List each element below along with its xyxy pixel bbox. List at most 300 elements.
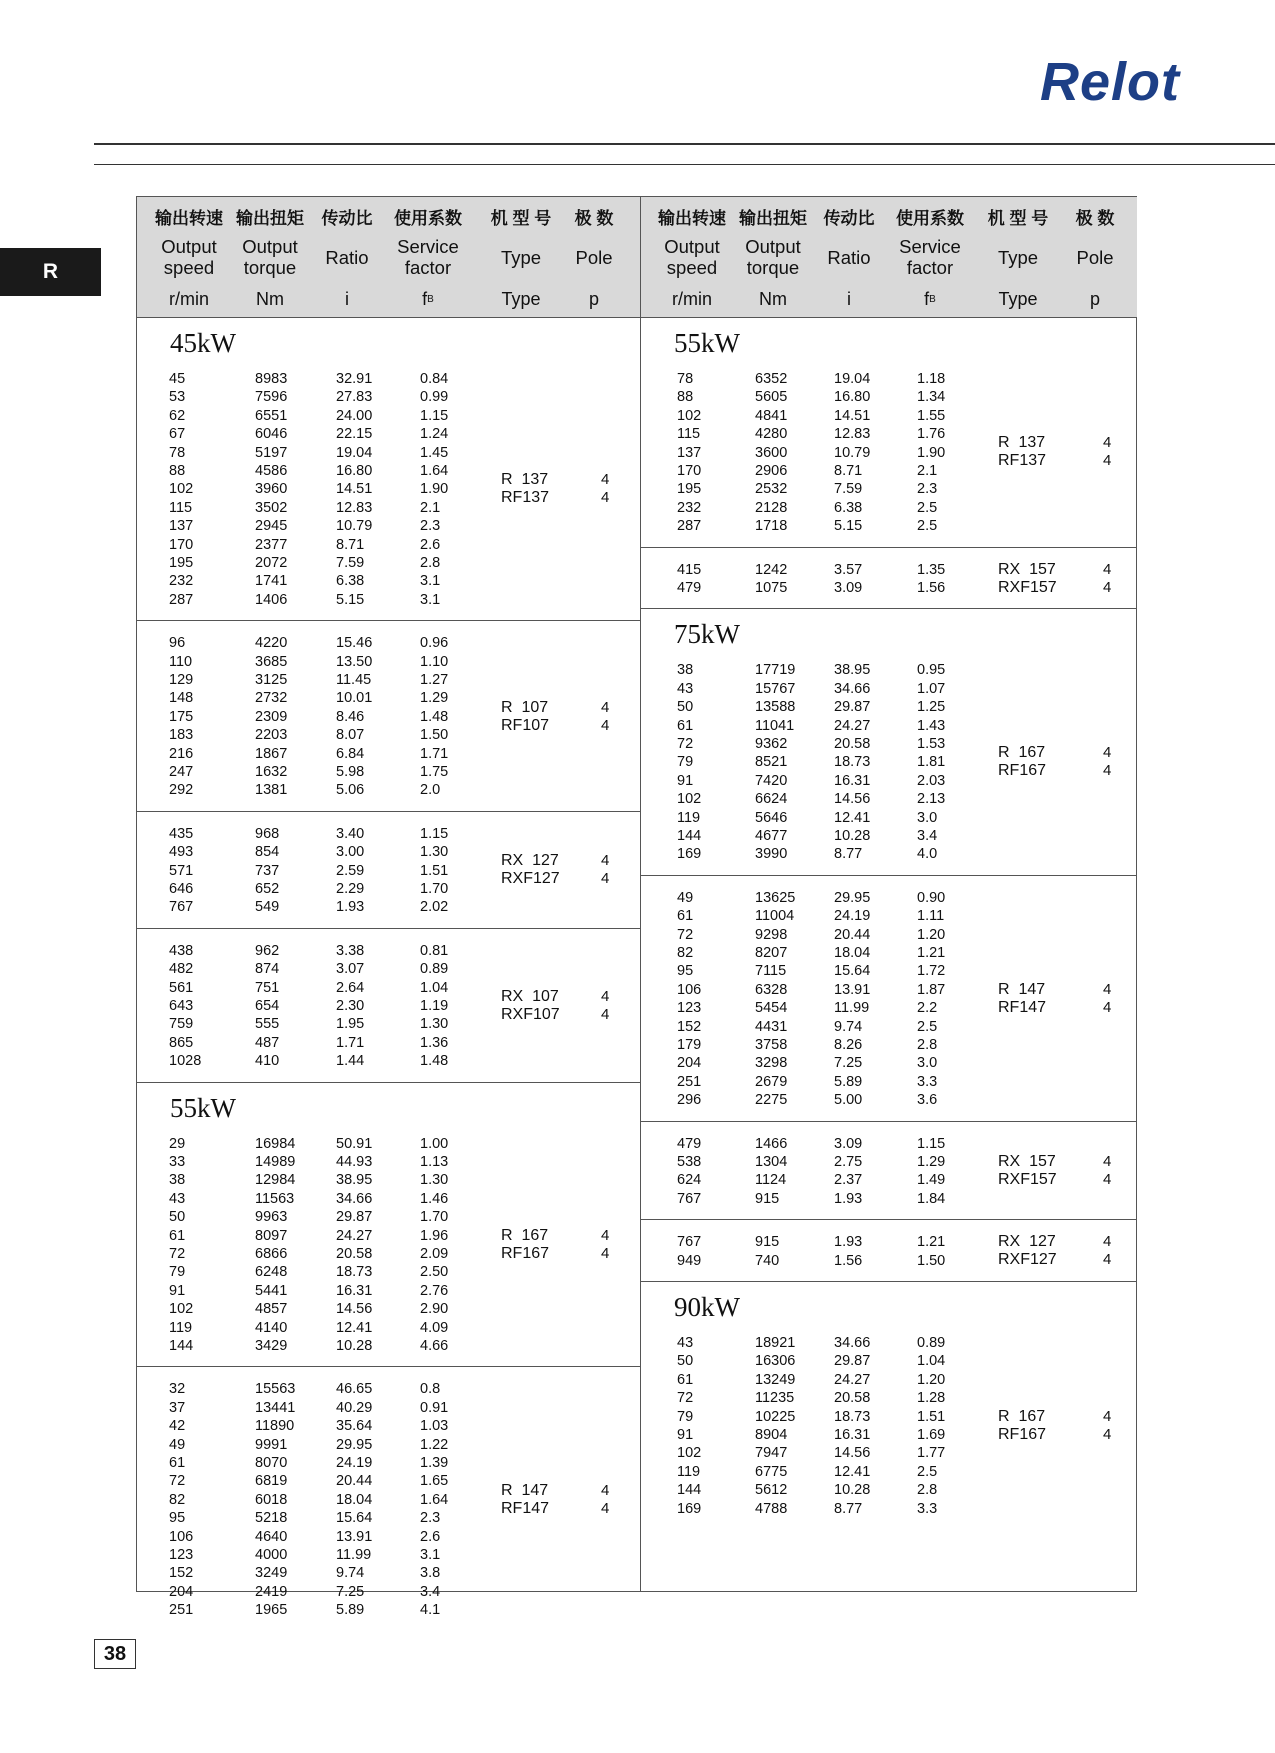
- factor-cell: 1.53: [917, 735, 946, 752]
- ratio-cell: 7.25: [336, 1583, 365, 1600]
- factor-cell: 1.19: [420, 997, 449, 1014]
- table-row: [137, 1564, 640, 1582]
- speed-cell: 38: [677, 662, 694, 679]
- type-cell: R 167 RF167: [998, 744, 1047, 780]
- table-row: [137, 572, 640, 590]
- torque-cell: 6624: [755, 791, 788, 808]
- ratio-cell: 7.25: [834, 1055, 863, 1072]
- speed-cell: 49: [677, 889, 694, 906]
- table-row: [641, 1352, 1137, 1370]
- torque-cell: 3990: [755, 846, 788, 863]
- factor-cell: 1.49: [917, 1172, 946, 1189]
- pole-cell: 4 4: [1103, 560, 1112, 596]
- factor-cell: 1.13: [420, 1153, 449, 1170]
- torque-cell: 5612: [755, 1482, 788, 1499]
- header-output-torque-en: Output torque: [242, 236, 298, 278]
- speed-cell: 106: [677, 981, 702, 998]
- speed-cell: 95: [169, 1510, 186, 1527]
- factor-cell: 1.71: [420, 745, 449, 762]
- table-row: [641, 735, 1137, 753]
- table-row: [137, 1300, 640, 1318]
- torque-cell: 4677: [755, 827, 788, 844]
- table-row: [137, 425, 640, 443]
- torque-cell: 5441: [255, 1282, 288, 1299]
- table-row: [137, 444, 640, 462]
- torque-cell: 740: [755, 1252, 780, 1269]
- ratio-cell: 3.40: [336, 825, 365, 842]
- factor-cell: 2.8: [917, 1482, 938, 1499]
- factor-cell: 3.1: [420, 1546, 441, 1563]
- ratio-cell: 8.07: [336, 727, 365, 744]
- table-row: [641, 1408, 1137, 1426]
- factor-cell: 0.81: [420, 942, 449, 959]
- table-row: [641, 809, 1137, 827]
- ratio-cell: 19.04: [834, 371, 871, 387]
- factor-cell: 3.1: [420, 591, 441, 608]
- type-cell: R 107 RF107: [501, 698, 550, 734]
- torque-cell: 8207: [755, 944, 788, 961]
- table-row: [641, 579, 1137, 597]
- ratio-cell: 2.75: [834, 1153, 863, 1170]
- factor-cell: 1.03: [420, 1418, 449, 1435]
- factor-cell: 2.3: [420, 518, 441, 535]
- factor-cell: 2.50: [420, 1264, 449, 1281]
- speed-cell: 767: [677, 1234, 702, 1251]
- torque-cell: 11041: [755, 717, 795, 734]
- ratio-cell: 44.93: [336, 1153, 373, 1170]
- ratio-cell: 14.56: [834, 1445, 871, 1462]
- header-row-un: [137, 285, 640, 313]
- table-row: [137, 1263, 640, 1281]
- factor-cell: 2.76: [420, 1282, 449, 1299]
- ratio-cell: 24.27: [336, 1227, 373, 1244]
- table-row: [137, 407, 640, 425]
- torque-cell: 4140: [255, 1319, 288, 1336]
- header-service-factor-en: Service factor: [397, 236, 459, 278]
- table-row: [641, 1018, 1137, 1036]
- speed-cell: 50: [677, 1353, 694, 1370]
- table-row: [137, 1208, 640, 1226]
- torque-cell: 5646: [755, 809, 788, 826]
- ratio-cell: 5.00: [834, 1092, 863, 1109]
- type-cell: R 147 RF147: [998, 980, 1047, 1016]
- ratio-cell: 34.66: [336, 1190, 373, 1207]
- table-header: [137, 197, 640, 318]
- speed-cell: 144: [169, 1337, 194, 1354]
- factor-cell: 1.11: [917, 908, 945, 925]
- factor-cell: 1.75: [420, 763, 449, 780]
- speed-cell: 144: [677, 1482, 702, 1499]
- factor-cell: 4.1: [420, 1602, 441, 1619]
- table-row: [641, 1444, 1137, 1462]
- table-row: [137, 1509, 640, 1527]
- type-cell: R 167 RF167: [501, 1226, 550, 1262]
- ratio-cell: 40.29: [336, 1399, 373, 1416]
- speed-cell: 72: [677, 735, 694, 752]
- torque-cell: 16984: [255, 1135, 296, 1152]
- torque-cell: 737: [255, 862, 280, 879]
- table-row: [137, 1583, 640, 1601]
- ratio-cell: 10.01: [336, 690, 373, 707]
- speed-cell: 129: [169, 671, 194, 688]
- torque-cell: 3960: [255, 481, 288, 498]
- table-row: [137, 1546, 640, 1564]
- speed-cell: 204: [677, 1055, 702, 1072]
- ratio-cell: 50.91: [336, 1135, 373, 1152]
- table-blocks: [641, 318, 1137, 1530]
- ratio-cell: 18.73: [834, 754, 871, 771]
- table-row: [137, 781, 640, 799]
- speed-cell: 102: [169, 481, 194, 498]
- table-row: [137, 1153, 640, 1171]
- torque-cell: 4000: [255, 1546, 288, 1563]
- table-row: [641, 517, 1137, 535]
- factor-cell: 1.81: [917, 754, 946, 771]
- ratio-cell: 1.44: [336, 1053, 365, 1070]
- speed-cell: 88: [169, 463, 186, 479]
- factor-cell: 0.91: [420, 1399, 449, 1416]
- factor-cell: 1.50: [420, 727, 449, 744]
- torque-cell: 18921: [755, 1334, 796, 1351]
- factor-cell: 2.1: [917, 463, 938, 479]
- torque-cell: 549: [255, 899, 280, 916]
- factor-cell: 0.90: [917, 889, 946, 906]
- torque-cell: 915: [755, 1190, 780, 1207]
- table-row: [641, 698, 1137, 716]
- torque-cell: 13588: [755, 699, 796, 716]
- factor-cell: 1.70: [420, 1209, 449, 1226]
- ratio-cell: 3.57: [834, 561, 863, 578]
- table-row: [641, 1036, 1137, 1054]
- factor-cell: 1.15: [420, 407, 449, 424]
- torque-cell: 6018: [255, 1491, 288, 1508]
- header-row-cn: [641, 203, 1137, 229]
- torque-cell: 1632: [255, 763, 288, 780]
- ratio-cell: 2.59: [336, 862, 365, 879]
- torque-cell: 7947: [755, 1445, 788, 1462]
- speed-cell: 32: [169, 1381, 186, 1398]
- speed-cell: 61: [677, 1371, 694, 1388]
- factor-cell: 2.1: [420, 499, 441, 516]
- factor-cell: 0.89: [917, 1334, 946, 1351]
- torque-cell: 1242: [755, 561, 788, 578]
- pole-cell: 4 4: [601, 698, 610, 734]
- speed-cell: 50: [677, 699, 694, 716]
- ratio-cell: 2.29: [336, 880, 365, 897]
- factor-cell: 2.09: [420, 1245, 449, 1262]
- ratio-cell: 16.31: [834, 1426, 871, 1443]
- table-row: [137, 462, 640, 480]
- rating-block: [641, 876, 1137, 1122]
- power-rating-title: 55kW: [170, 1092, 236, 1123]
- table-row: [641, 1252, 1137, 1270]
- table-row: [641, 827, 1137, 845]
- ratio-cell: 24.27: [834, 1371, 871, 1388]
- table-header: [641, 197, 1137, 318]
- torque-cell: 11004: [755, 908, 795, 925]
- speed-cell: 79: [169, 1264, 186, 1281]
- torque-cell: 3249: [255, 1565, 288, 1582]
- speed-cell: 33: [169, 1153, 186, 1170]
- ratio-cell: 5.15: [834, 518, 863, 535]
- factor-cell: 0.8: [420, 1381, 441, 1398]
- speed-cell: 45: [169, 371, 186, 387]
- ratio-cell: 6.38: [834, 499, 863, 516]
- torque-cell: 8070: [255, 1454, 288, 1471]
- speed-cell: 91: [677, 772, 694, 789]
- header-pole-cn: 极 数: [574, 208, 614, 228]
- ratio-cell: 5.89: [336, 1602, 365, 1619]
- table-row: [137, 979, 640, 997]
- torque-cell: 3502: [255, 499, 288, 516]
- torque-cell: 9298: [755, 926, 788, 943]
- torque-cell: 17719: [755, 662, 796, 679]
- table-row: [137, 634, 640, 652]
- ratio-cell: 29.87: [336, 1209, 373, 1226]
- factor-cell: 1.29: [420, 690, 449, 707]
- torque-cell: 9362: [755, 735, 788, 752]
- ratio-cell: 20.58: [336, 1245, 373, 1262]
- factor-cell: 2.2: [917, 1000, 938, 1017]
- ratio-cell: 1.93: [834, 1234, 863, 1251]
- speed-cell: 102: [677, 791, 702, 808]
- rating-block: [137, 1083, 640, 1368]
- speed-cell: 95: [677, 963, 694, 980]
- speed-cell: 247: [169, 763, 194, 780]
- torque-cell: 555: [255, 1016, 280, 1033]
- table-row: [641, 425, 1137, 443]
- table-row: [137, 536, 640, 554]
- ratio-cell: 16.80: [834, 389, 871, 406]
- torque-cell: 3600: [755, 444, 788, 461]
- torque-cell: 2128: [755, 499, 788, 516]
- table-row: [641, 1153, 1137, 1171]
- factor-cell: 1.56: [917, 579, 946, 596]
- table-row: [641, 1054, 1137, 1072]
- torque-cell: 7115: [755, 963, 787, 980]
- factor-cell: 1.28: [917, 1390, 946, 1407]
- ratio-cell: 34.66: [834, 680, 871, 697]
- torque-cell: 1075: [755, 579, 788, 596]
- header-type-un: Type: [501, 288, 541, 309]
- torque-cell: 410: [255, 1053, 280, 1070]
- table-row: [137, 689, 640, 707]
- type-cell: RX 127 RXF127: [998, 1233, 1057, 1269]
- table-row: [641, 907, 1137, 925]
- table-row: [641, 499, 1137, 517]
- header-row-en: [641, 233, 1137, 281]
- ratio-cell: 16.31: [834, 772, 871, 789]
- factor-cell: 2.03: [917, 772, 946, 789]
- torque-cell: 4431: [755, 1018, 788, 1035]
- torque-cell: 1304: [755, 1153, 788, 1170]
- table-row: [137, 1380, 640, 1398]
- header-service-factor-cn: 使用系数: [394, 208, 462, 228]
- ratio-cell: 20.44: [336, 1473, 373, 1490]
- pole-cell: 4 4: [1103, 1233, 1112, 1269]
- speed-cell: 38: [169, 1172, 186, 1189]
- speed-cell: 61: [169, 1454, 186, 1471]
- table-row: [137, 708, 640, 726]
- ratio-cell: 14.51: [834, 407, 871, 424]
- ratio-cell: 16.80: [336, 463, 373, 479]
- factor-cell: 1.35: [917, 561, 946, 578]
- factor-cell: 1.77: [917, 1445, 946, 1462]
- speed-cell: 49: [169, 1436, 186, 1453]
- ratio-cell: 5.15: [336, 591, 365, 608]
- factor-cell: 1.70: [420, 880, 449, 897]
- table-row: [137, 880, 640, 898]
- speed-cell: 123: [677, 1000, 702, 1017]
- factor-cell: 1.90: [420, 481, 449, 498]
- ratio-cell: 5.89: [834, 1073, 863, 1090]
- factor-cell: 3.0: [917, 1055, 938, 1072]
- torque-cell: 4586: [255, 463, 288, 479]
- speed-cell: 571: [169, 862, 194, 879]
- torque-cell: 915: [755, 1234, 780, 1251]
- factor-cell: 1.69: [917, 1426, 946, 1443]
- factor-cell: 3.6: [917, 1092, 938, 1109]
- speed-cell: 195: [677, 481, 702, 498]
- ratio-cell: 3.00: [336, 844, 365, 861]
- table-row: [641, 772, 1137, 790]
- speed-cell: 624: [677, 1172, 702, 1189]
- ratio-cell: 14.51: [336, 481, 373, 498]
- type-cell: RX 127 RXF127: [501, 852, 560, 888]
- ratio-cell: 35.64: [336, 1418, 373, 1435]
- header-ratio-cn: 传动比: [321, 208, 373, 228]
- ratio-cell: 38.95: [336, 1172, 373, 1189]
- torque-cell: 4857: [255, 1301, 288, 1318]
- torque-cell: 6046: [255, 426, 288, 443]
- ratio-cell: 18.04: [336, 1491, 373, 1508]
- table-row: [641, 790, 1137, 808]
- header-output-speed-en: Output speed: [664, 236, 720, 278]
- table-row: [641, 1135, 1137, 1153]
- factor-cell: 2.90: [420, 1301, 449, 1318]
- speed-cell: 169: [677, 1500, 702, 1517]
- speed-cell: 865: [169, 1034, 194, 1051]
- torque-cell: 4841: [755, 407, 788, 424]
- pole-cell: 4 4: [1103, 980, 1112, 1016]
- ratio-cell: 14.56: [834, 791, 871, 808]
- speed-cell: 43: [169, 1190, 186, 1207]
- rating-block: [137, 1367, 640, 1631]
- type-cell: R 137 RF137: [501, 471, 550, 507]
- ratio-cell: 12.83: [336, 499, 373, 516]
- speed-cell: 287: [677, 518, 702, 535]
- header-rule-bottom: [94, 164, 1275, 165]
- speed-cell: 479: [677, 579, 702, 596]
- table-row: [137, 1227, 640, 1245]
- table-row: [137, 1491, 640, 1509]
- factor-cell: 1.90: [917, 444, 946, 461]
- torque-cell: 1406: [255, 591, 288, 608]
- header-output-torque-cn: 输出扭矩: [236, 208, 304, 228]
- factor-cell: 1.15: [917, 1135, 946, 1152]
- torque-cell: 16306: [755, 1353, 796, 1370]
- torque-cell: 4788: [755, 1500, 788, 1517]
- table-row: [641, 845, 1137, 863]
- header-output-torque-un: Nm: [759, 288, 787, 309]
- speed-cell: 119: [677, 1463, 701, 1480]
- table-row: [641, 561, 1137, 579]
- type-cell: RX 157 RXF157: [998, 560, 1057, 596]
- table-row: [641, 388, 1137, 406]
- ratio-cell: 3.07: [336, 961, 365, 978]
- factor-cell: 1.84: [917, 1190, 946, 1207]
- table-row: [137, 499, 640, 517]
- torque-cell: 6775: [755, 1463, 788, 1480]
- pole-cell: 4 4: [601, 987, 610, 1023]
- ratio-cell: 24.27: [834, 717, 871, 734]
- torque-cell: 9991: [255, 1436, 288, 1453]
- torque-cell: 2732: [255, 690, 288, 707]
- speed-cell: 67: [169, 426, 186, 443]
- ratio-cell: 11.45: [336, 671, 372, 688]
- brand-logo: [1040, 52, 1180, 112]
- torque-cell: 854: [255, 844, 280, 861]
- speed-cell: 53: [169, 389, 186, 406]
- table-row: [137, 960, 640, 978]
- speed-cell: 479: [677, 1135, 702, 1152]
- factor-cell: 1.04: [420, 979, 449, 996]
- factor-cell: 1.64: [420, 463, 449, 479]
- factor-cell: 1.21: [917, 1234, 946, 1251]
- factor-cell: 1.22: [420, 1436, 449, 1453]
- factor-cell: 0.95: [917, 662, 946, 679]
- ratio-cell: 8.46: [336, 708, 365, 725]
- header-rule-top: [94, 143, 1275, 145]
- factor-cell: 0.96: [420, 635, 449, 652]
- table-row: [137, 1135, 640, 1153]
- header-output-speed-un: r/min: [672, 288, 712, 309]
- torque-cell: 12984: [255, 1172, 296, 1189]
- table-row: [137, 862, 640, 880]
- table-row: [137, 591, 640, 609]
- table-row: [641, 1190, 1137, 1208]
- header-pole-en: Pole: [1076, 246, 1114, 268]
- table-row: [137, 1171, 640, 1189]
- speed-cell: 292: [169, 782, 194, 799]
- torque-cell: 6551: [255, 407, 288, 424]
- header-type-cn: 机 型 号: [490, 208, 552, 228]
- speed-cell: 82: [169, 1491, 186, 1508]
- torque-cell: 13625: [755, 889, 796, 906]
- factor-cell: 1.51: [917, 1408, 946, 1425]
- header-row-un: [641, 285, 1137, 313]
- ratio-cell: 11.99: [336, 1546, 372, 1563]
- ratio-cell: 6.84: [336, 745, 365, 762]
- header-type-en: Type: [500, 246, 542, 268]
- torque-cell: 2275: [755, 1092, 788, 1109]
- factor-cell: 2.5: [917, 1463, 938, 1480]
- speed-cell: 296: [677, 1092, 702, 1109]
- torque-cell: 15767: [755, 680, 796, 697]
- factor-cell: 1.65: [420, 1473, 449, 1490]
- speed-cell: 759: [169, 1016, 194, 1033]
- speed-cell: 435: [169, 825, 194, 842]
- header-type-en: Type: [997, 246, 1039, 268]
- speed-cell: 88: [677, 389, 694, 406]
- brand-logo-text: Relot: [1040, 52, 1180, 112]
- torque-cell: 2679: [755, 1073, 788, 1090]
- factor-cell: 1.34: [917, 389, 946, 406]
- table-row: [137, 1015, 640, 1033]
- torque-cell: 9963: [255, 1209, 288, 1226]
- table-row: [641, 1334, 1137, 1352]
- torque-cell: 3429: [255, 1337, 288, 1354]
